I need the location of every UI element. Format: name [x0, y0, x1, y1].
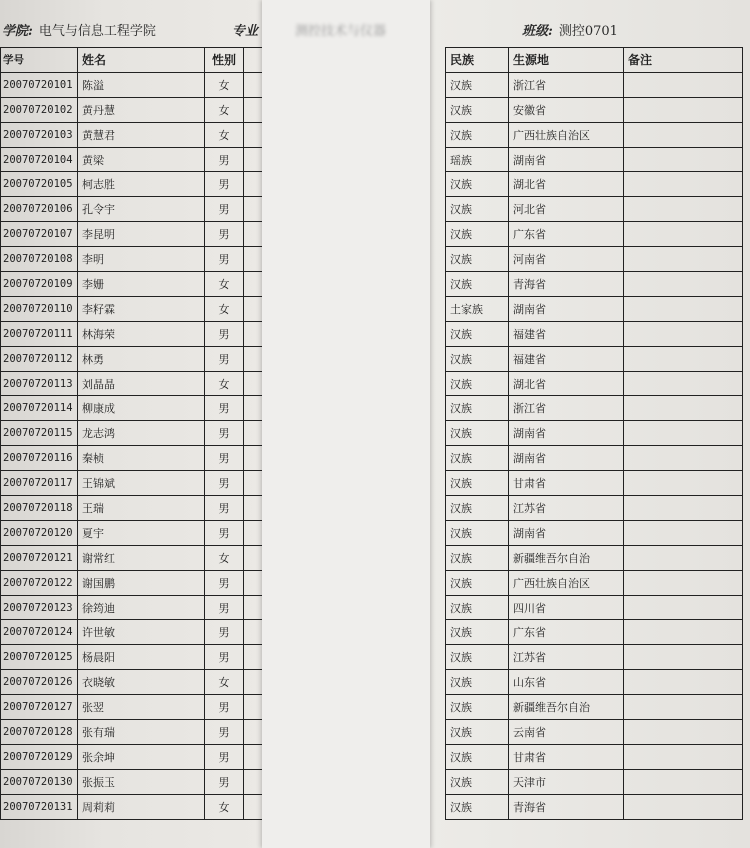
name-cell: 李昆明: [78, 222, 205, 247]
sex-cell: 男: [205, 520, 244, 545]
origin-cell: 湖北省: [509, 371, 624, 396]
table-row: [446, 147, 743, 172]
note-cell: [624, 545, 743, 570]
table-row: [446, 670, 743, 695]
sex-cell: 男: [205, 396, 244, 421]
origin-cell: 四川省: [509, 595, 624, 620]
sex-cell: 女: [205, 371, 244, 396]
ethnicity-cell: 汉族: [446, 371, 509, 396]
cut-edge-cell: [244, 595, 263, 620]
ethnicity-cell: 汉族: [446, 471, 509, 496]
note-cell: [624, 197, 743, 222]
name-cell: 刘晶晶: [78, 371, 205, 396]
origin-cell: 河北省: [509, 197, 624, 222]
note-cell: [624, 122, 743, 147]
ethnicity-cell: 汉族: [446, 72, 509, 97]
sex-cell: 男: [205, 321, 244, 346]
ethnicity-cell: 汉族: [446, 595, 509, 620]
origin-cell: 云南省: [509, 720, 624, 745]
note-cell: [624, 421, 743, 446]
table-row: [1, 321, 263, 346]
student-id-cell: 20070720120: [1, 520, 78, 545]
origin-cell: 天津市: [509, 769, 624, 794]
student-id-cell: 20070720128: [1, 720, 78, 745]
table-row: [1, 570, 263, 595]
sex-cell: 女: [205, 97, 244, 122]
cut-edge-cell: [244, 471, 263, 496]
table-row: [1, 172, 263, 197]
cut-edge-cell: [244, 496, 263, 521]
student-id-cell: 20070720102: [1, 97, 78, 122]
student-id-cell: 20070720130: [1, 769, 78, 794]
sex-cell: 男: [205, 769, 244, 794]
ethnicity-cell: 汉族: [446, 670, 509, 695]
name-cell: 黄丹慧: [78, 97, 205, 122]
table-row: [1, 545, 263, 570]
student-id-cell: 20070720127: [1, 695, 78, 720]
table-row: [446, 97, 743, 122]
class-value: 测控0701: [558, 24, 618, 39]
ethnicity-cell: 汉族: [446, 496, 509, 521]
cut-edge-cell: [244, 794, 263, 819]
note-cell: [624, 769, 743, 794]
major-label: 专业: [232, 24, 259, 39]
origin-cell: 湖南省: [509, 446, 624, 471]
table-row: [446, 695, 743, 720]
name-cell: 李明: [78, 247, 205, 272]
cut-edge-cell: [244, 97, 263, 122]
table-row: [446, 645, 743, 670]
origin-cell: 浙江省: [509, 396, 624, 421]
note-cell: [624, 620, 743, 645]
table-row: [446, 446, 743, 471]
table-row: [1, 222, 263, 247]
roster-table-right: [445, 47, 743, 820]
cut-edge-cell: [244, 147, 263, 172]
ethnicity-cell: 汉族: [446, 346, 509, 371]
name-cell: 黄梁: [78, 147, 205, 172]
ethnicity-cell: 汉族: [446, 122, 509, 147]
col-cut-edge: [244, 48, 263, 73]
table-row: [1, 595, 263, 620]
student-id-cell: 20070720107: [1, 222, 78, 247]
student-id-cell: 20070720115: [1, 421, 78, 446]
name-cell: 林勇: [78, 346, 205, 371]
note-cell: [624, 720, 743, 745]
origin-cell: 新疆维吾尔自治: [509, 695, 624, 720]
student-id-cell: 20070720129: [1, 744, 78, 769]
origin-cell: 湖南省: [509, 147, 624, 172]
cut-edge-cell: [244, 247, 263, 272]
sex-cell: 男: [205, 247, 244, 272]
ethnicity-cell: 汉族: [446, 396, 509, 421]
note-cell: [624, 72, 743, 97]
sex-cell: 女: [205, 296, 244, 321]
origin-cell: 甘肃省: [509, 744, 624, 769]
ethnicity-cell: 汉族: [446, 645, 509, 670]
table-row: [446, 520, 743, 545]
table-row: [1, 272, 263, 297]
student-id-cell: 20070720126: [1, 670, 78, 695]
cut-edge-cell: [244, 720, 263, 745]
sex-cell: 男: [205, 222, 244, 247]
table-row: [1, 670, 263, 695]
col-header-sex: 性别: [205, 48, 244, 73]
ethnicity-cell: 土家族: [446, 296, 509, 321]
cut-edge-cell: [244, 371, 263, 396]
table-row: [446, 122, 743, 147]
sex-cell: 女: [205, 670, 244, 695]
table-header-row: [1, 48, 263, 73]
table-row: [446, 620, 743, 645]
ethnicity-cell: 汉族: [446, 321, 509, 346]
table-row: [446, 421, 743, 446]
ethnicity-cell: 汉族: [446, 769, 509, 794]
sex-cell: 男: [205, 620, 244, 645]
student-id-cell: 20070720103: [1, 122, 78, 147]
origin-cell: 江苏省: [509, 496, 624, 521]
table-row: [1, 122, 263, 147]
cut-edge-cell: [244, 545, 263, 570]
table-row: [1, 421, 263, 446]
name-cell: 许世敏: [78, 620, 205, 645]
major-header: [232, 20, 258, 39]
table-row: [446, 396, 743, 421]
table-row: [1, 720, 263, 745]
ethnicity-cell: 汉族: [446, 695, 509, 720]
ethnicity-cell: 汉族: [446, 744, 509, 769]
sex-cell: 男: [205, 147, 244, 172]
note-cell: [624, 570, 743, 595]
table-row: [1, 72, 263, 97]
cut-edge-cell: [244, 197, 263, 222]
name-cell: 张振玉: [78, 769, 205, 794]
ethnicity-cell: 汉族: [446, 197, 509, 222]
col-header-origin: 生源地: [509, 48, 624, 73]
table-row: [446, 769, 743, 794]
cut-edge-cell: [244, 396, 263, 421]
cut-edge-cell: [244, 645, 263, 670]
cut-edge-cell: [244, 122, 263, 147]
table-row: [446, 794, 743, 819]
cut-edge-cell: [244, 272, 263, 297]
ethnicity-cell: 汉族: [446, 222, 509, 247]
student-id-cell: 20070720105: [1, 172, 78, 197]
student-id-cell: 20070720121: [1, 545, 78, 570]
cut-edge-cell: [244, 695, 263, 720]
cut-edge-cell: [244, 222, 263, 247]
sex-cell: 男: [205, 446, 244, 471]
origin-cell: 青海省: [509, 272, 624, 297]
note-cell: [624, 371, 743, 396]
table-row: [446, 496, 743, 521]
note-cell: [624, 272, 743, 297]
name-cell: 谢国鹏: [78, 570, 205, 595]
note-cell: [624, 296, 743, 321]
sex-cell: 男: [205, 197, 244, 222]
table-row: [1, 794, 263, 819]
note-cell: [624, 595, 743, 620]
student-id-cell: 20070720111: [1, 321, 78, 346]
cut-edge-cell: [244, 570, 263, 595]
name-cell: 王锦斌: [78, 471, 205, 496]
sex-cell: 男: [205, 645, 244, 670]
cut-edge-cell: [244, 421, 263, 446]
col-header-note: 备注: [624, 48, 743, 73]
table-row: [1, 296, 263, 321]
cut-edge-cell: [244, 72, 263, 97]
class-label: 班级:: [522, 24, 553, 39]
student-id-cell: 20070720112: [1, 346, 78, 371]
sex-cell: 男: [205, 744, 244, 769]
cut-edge-cell: [244, 296, 263, 321]
note-cell: [624, 247, 743, 272]
table-row: [446, 371, 743, 396]
cut-edge-cell: [244, 670, 263, 695]
name-cell: 李姗: [78, 272, 205, 297]
name-cell: 陈溢: [78, 72, 205, 97]
cut-edge-cell: [244, 346, 263, 371]
name-cell: 张有瑞: [78, 720, 205, 745]
note-cell: [624, 172, 743, 197]
origin-cell: 河南省: [509, 247, 624, 272]
ethnicity-cell: 瑶族: [446, 147, 509, 172]
student-id-cell: 20070720106: [1, 197, 78, 222]
sex-cell: 男: [205, 471, 244, 496]
sex-cell: 男: [205, 570, 244, 595]
sex-cell: 女: [205, 545, 244, 570]
cut-edge-cell: [244, 172, 263, 197]
table-row: [446, 720, 743, 745]
student-id-cell: 20070720101: [1, 72, 78, 97]
note-cell: [624, 645, 743, 670]
sex-cell: 男: [205, 346, 244, 371]
origin-cell: 广东省: [509, 620, 624, 645]
student-id-cell: 20070720104: [1, 147, 78, 172]
ethnicity-cell: 汉族: [446, 794, 509, 819]
ethnicity-cell: 汉族: [446, 172, 509, 197]
name-cell: 李籽霖: [78, 296, 205, 321]
table-row: [446, 471, 743, 496]
sex-cell: 男: [205, 695, 244, 720]
table-row: [1, 744, 263, 769]
table-row: [446, 744, 743, 769]
table-row: [1, 695, 263, 720]
student-id-cell: 20070720124: [1, 620, 78, 645]
table-row: [446, 172, 743, 197]
name-cell: 秦桢: [78, 446, 205, 471]
student-id-cell: 20070720125: [1, 645, 78, 670]
student-id-cell: 20070720114: [1, 396, 78, 421]
table-row: [446, 197, 743, 222]
sex-cell: 女: [205, 794, 244, 819]
table-row: [1, 371, 263, 396]
origin-cell: 湖南省: [509, 421, 624, 446]
table-row: [1, 471, 263, 496]
name-cell: 黄慧君: [78, 122, 205, 147]
ethnicity-cell: 汉族: [446, 247, 509, 272]
note-cell: [624, 695, 743, 720]
note-cell: [624, 396, 743, 421]
student-id-cell: 20070720109: [1, 272, 78, 297]
roster-table-left: [0, 47, 262, 820]
origin-cell: 广西壮族自治区: [509, 122, 624, 147]
cut-edge-cell: [244, 446, 263, 471]
sex-cell: 男: [205, 720, 244, 745]
ethnicity-cell: 汉族: [446, 545, 509, 570]
table-row: [1, 147, 263, 172]
cut-edge-cell: [244, 520, 263, 545]
name-cell: 王瑞: [78, 496, 205, 521]
table-row: [446, 72, 743, 97]
table-row: [446, 321, 743, 346]
col-header-student-id: 学号: [1, 48, 78, 73]
table-row: [1, 346, 263, 371]
table-row: [1, 769, 263, 794]
student-id-cell: 20070720131: [1, 794, 78, 819]
ethnicity-cell: 汉族: [446, 570, 509, 595]
origin-cell: 新疆维吾尔自治: [509, 545, 624, 570]
name-cell: 柯志胜: [78, 172, 205, 197]
origin-cell: 湖南省: [509, 520, 624, 545]
note-cell: [624, 670, 743, 695]
table-row: [446, 346, 743, 371]
major-value-blurred: 测控技术与仪器: [295, 24, 387, 39]
note-cell: [624, 446, 743, 471]
note-cell: [624, 520, 743, 545]
name-cell: 张余坤: [78, 744, 205, 769]
sex-cell: 女: [205, 272, 244, 297]
college-header: [2, 20, 156, 39]
student-id-cell: 20070720118: [1, 496, 78, 521]
table-row: [1, 645, 263, 670]
student-id-cell: 20070720113: [1, 371, 78, 396]
table-header-row: [446, 48, 743, 73]
note-cell: [624, 471, 743, 496]
note-cell: [624, 97, 743, 122]
sex-cell: 女: [205, 72, 244, 97]
college-value: 电气与信息工程学院: [38, 24, 156, 39]
origin-cell: 广西壮族自治区: [509, 570, 624, 595]
note-cell: [624, 147, 743, 172]
table-row: [1, 97, 263, 122]
ethnicity-cell: 汉族: [446, 446, 509, 471]
table-row: [446, 296, 743, 321]
table-row: [446, 247, 743, 272]
sex-cell: 男: [205, 172, 244, 197]
table-row: [1, 620, 263, 645]
ethnicity-cell: 汉族: [446, 620, 509, 645]
table-row: [446, 595, 743, 620]
student-id-cell: 20070720110: [1, 296, 78, 321]
table-row: [1, 197, 263, 222]
note-cell: [624, 496, 743, 521]
note-cell: [624, 744, 743, 769]
table-row: [1, 496, 263, 521]
table-row: [446, 222, 743, 247]
ethnicity-cell: 汉族: [446, 272, 509, 297]
name-cell: 柳康成: [78, 396, 205, 421]
sex-cell: 男: [205, 496, 244, 521]
table-row: [1, 446, 263, 471]
student-id-cell: 20070720116: [1, 446, 78, 471]
name-cell: 龙志鸿: [78, 421, 205, 446]
student-id-cell: 20070720117: [1, 471, 78, 496]
col-header-ethnicity: 民族: [446, 48, 509, 73]
origin-cell: 广东省: [509, 222, 624, 247]
origin-cell: 湖北省: [509, 172, 624, 197]
college-label: 学院:: [2, 24, 33, 39]
cut-edge-cell: [244, 769, 263, 794]
origin-cell: 江苏省: [509, 645, 624, 670]
table-row: [1, 520, 263, 545]
name-cell: 谢常红: [78, 545, 205, 570]
name-cell: 夏宇: [78, 520, 205, 545]
table-row: [1, 396, 263, 421]
table-row: [446, 272, 743, 297]
student-id-cell: 20070720122: [1, 570, 78, 595]
ethnicity-cell: 汉族: [446, 421, 509, 446]
ethnicity-cell: 汉族: [446, 97, 509, 122]
name-cell: 周莉莉: [78, 794, 205, 819]
student-id-cell: 20070720108: [1, 247, 78, 272]
cut-edge-cell: [244, 744, 263, 769]
origin-cell: 青海省: [509, 794, 624, 819]
covering-blank-sheet: [262, 0, 430, 848]
name-cell: 杨晨阳: [78, 645, 205, 670]
name-cell: 徐筠迪: [78, 595, 205, 620]
origin-cell: 安徽省: [509, 97, 624, 122]
class-header: [522, 20, 618, 39]
name-cell: 孔令宇: [78, 197, 205, 222]
origin-cell: 浙江省: [509, 72, 624, 97]
sex-cell: 男: [205, 595, 244, 620]
student-id-cell: 20070720123: [1, 595, 78, 620]
ethnicity-cell: 汉族: [446, 720, 509, 745]
cut-edge-cell: [244, 620, 263, 645]
cut-edge-cell: [244, 321, 263, 346]
origin-cell: 福建省: [509, 321, 624, 346]
origin-cell: 湖南省: [509, 296, 624, 321]
note-cell: [624, 222, 743, 247]
name-cell: 衣晓敏: [78, 670, 205, 695]
sex-cell: 女: [205, 122, 244, 147]
table-row: [446, 570, 743, 595]
note-cell: [624, 794, 743, 819]
name-cell: 张翌: [78, 695, 205, 720]
col-header-name: 姓名: [78, 48, 205, 73]
ethnicity-cell: 汉族: [446, 520, 509, 545]
origin-cell: 山东省: [509, 670, 624, 695]
sex-cell: 男: [205, 421, 244, 446]
name-cell: 林海荣: [78, 321, 205, 346]
origin-cell: 甘肃省: [509, 471, 624, 496]
origin-cell: 福建省: [509, 346, 624, 371]
note-cell: [624, 321, 743, 346]
note-cell: [624, 346, 743, 371]
table-row: [1, 247, 263, 272]
table-row: [446, 545, 743, 570]
